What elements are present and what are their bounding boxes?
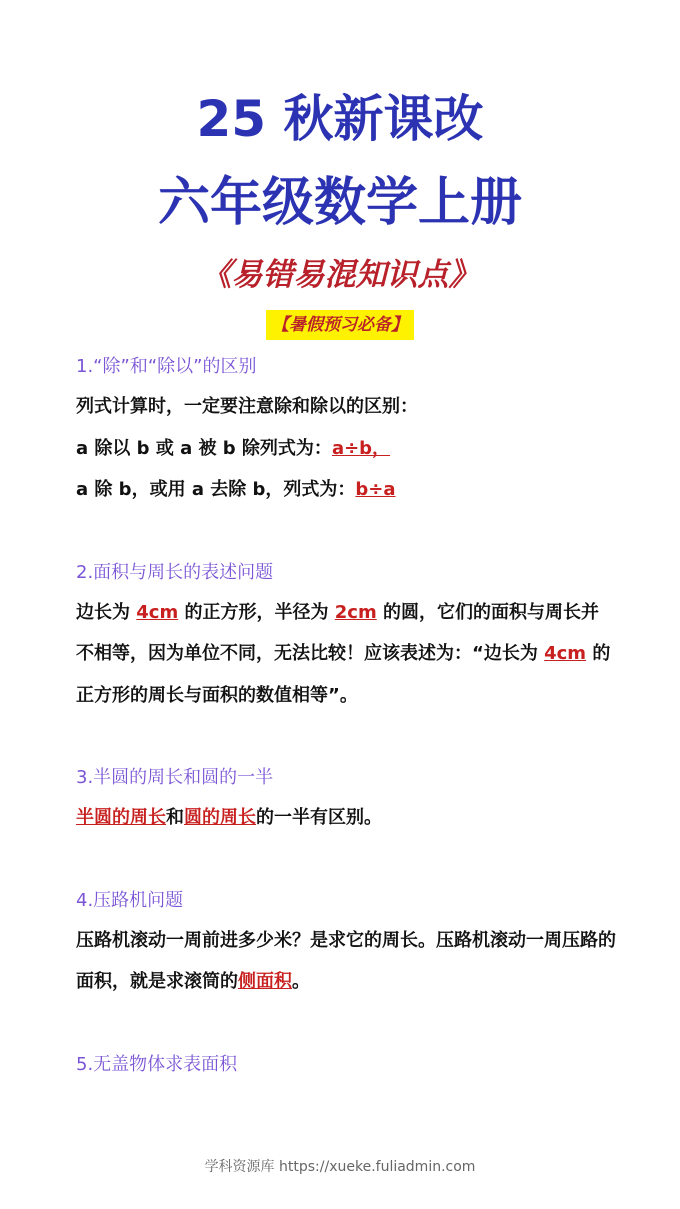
subtitle: 《易错易混知识点》 bbox=[200, 257, 480, 293]
highlight-term: 侧面积 bbox=[238, 971, 292, 992]
section-3-paragraph: 半圆的周长和圆的周长的一半有区别。 bbox=[76, 807, 382, 828]
knowledge-content bbox=[76, 348, 616, 1084]
section-3-heading: 3.半圆的周长和圆的一半 bbox=[76, 767, 274, 788]
section-5-heading: 5.无盖物体求表面积 bbox=[76, 1053, 238, 1075]
section-2-heading: 2.面积与周长的表述问题 bbox=[76, 561, 274, 583]
highlight-term: 4cm bbox=[136, 601, 179, 623]
section-4-heading: 4.压路机问题 bbox=[76, 889, 184, 911]
title-line-2: 六年级数学上册 bbox=[157, 173, 522, 233]
section-1-line-2: a 除以 b 或 a 被 b 除列式为：a÷b， bbox=[76, 437, 391, 459]
footer-source: 学科资源库 https://xueke.fuliadmin.com bbox=[204, 1159, 476, 1175]
highlight-answer: a÷b， bbox=[331, 437, 391, 459]
highlight-term: 半圆的周长 bbox=[76, 807, 166, 828]
highlight-term: 2cm bbox=[334, 601, 377, 623]
highlight-term: 4cm bbox=[544, 643, 587, 664]
section-4-paragraph: 压路机滚动一周前进多少米？是求它的周长。压路机滚动一周压路的面积，就是求滚筒的侧面积。 bbox=[76, 929, 616, 992]
section-1-heading: 1.“除”和“除以”的区别 bbox=[76, 356, 257, 377]
summer-preview-badge: 【暑假预习必备】 bbox=[266, 310, 414, 340]
highlight-answer: b÷a bbox=[355, 479, 396, 500]
section-2-paragraph: 边长为 4cm 的正方形，半径为 2cm 的圆，它们的面积与周长并不相等，因为单位不同，无法比较！应该表述为：“边长为 4cm 的正方形的周长与面积的数值相等”。 bbox=[76, 601, 611, 706]
title-line-1: 25 秋新课改 bbox=[196, 90, 484, 148]
highlight-term: 圆的周长 bbox=[184, 807, 256, 828]
section-1-line-3: a 除 b，或用 a 去除 b，列式为：b÷a bbox=[76, 479, 396, 500]
section-1-line-1: 列式计算时，一定要注意除和除以的区别： bbox=[76, 396, 418, 417]
